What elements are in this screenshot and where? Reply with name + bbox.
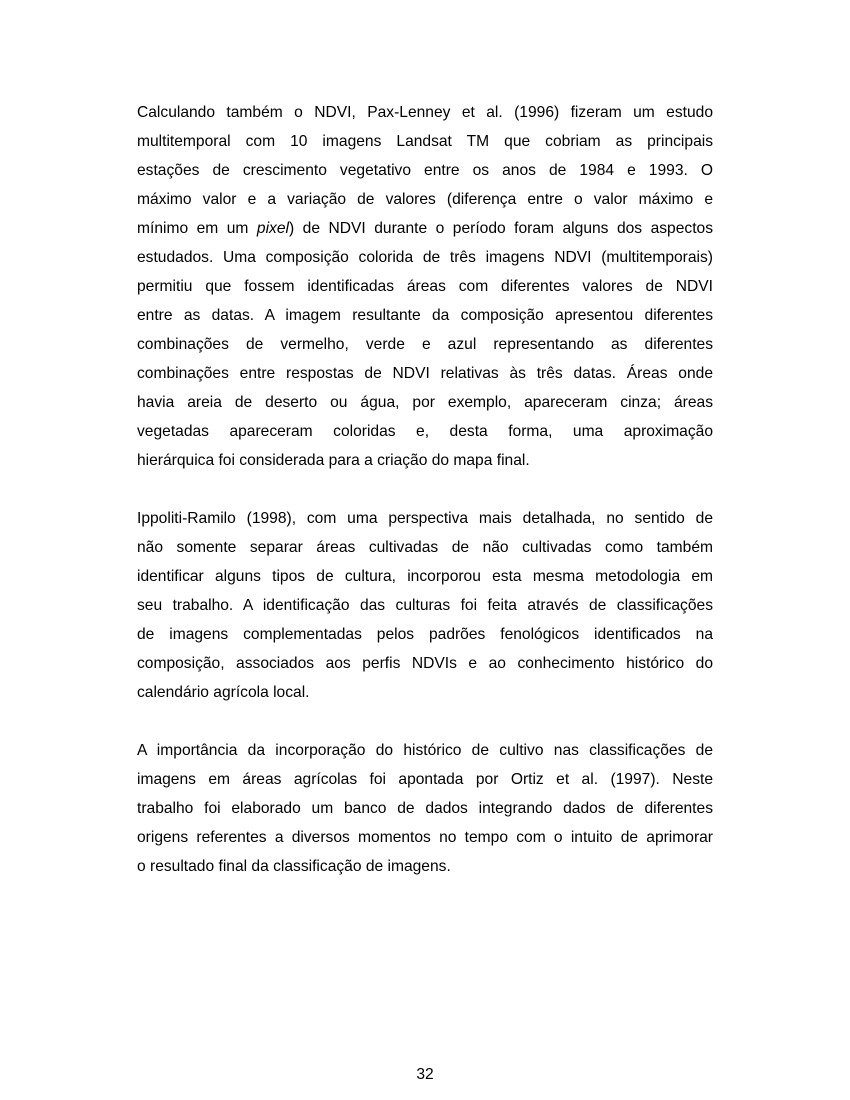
text-line: Calculando também o NDVI, Pax-Lenney et al. (1996) fizeram um estudo [137,104,713,121]
text-line: permitiu que fossem identificadas áreas com diferentes valores de NDVI [137,278,713,295]
text-line: máximo valor e a variação de valores (diferença entre o valor máximo e [137,191,713,208]
text-line: de imagens complementadas pelos padrões fenológicos identificados na [137,626,713,643]
text-line: composição, associados aos perfis NDVIs e ao conhecimento histórico do [137,655,713,672]
text-line: A importância da incorporação do histórico de cultivo nas classificações de [137,742,713,759]
text-line: trabalho foi elaborado um banco de dados integrando dados de diferentes [137,800,713,817]
italic-term-pixel: pixel [256,220,289,237]
text-line: origens referentes a diversos momentos no tempo com o intuito de aprimorar [137,829,713,846]
paragraph-ortiz [137,736,713,881]
text-line [137,214,713,243]
text-line: multitemporal com 10 imagens Landsat TM que cobriam as principais [137,133,713,150]
text-segment: ) de NDVI durante o período foram alguns dos aspectos [289,220,713,237]
paragraph-ippoliti-ramilo [137,504,713,707]
text-line: hierárquica foi considerada para a criação do mapa final. [137,452,530,469]
text-line: não somente separar áreas cultivadas de não cultivadas como também [137,539,713,556]
text-segment: mínimo em um [137,220,257,237]
text-line: o resultado final da classificação de imagens. [137,858,451,875]
text-line: havia areia de deserto ou água, por exemplo, apareceram cinza; áreas [137,394,713,411]
text-line: entre as datas. A imagem resultante da composição apresentou diferentes [137,307,713,324]
text-line: combinações entre respostas de NDVI relativas às três datas. Áreas onde [137,365,713,382]
text-line: seu trabalho. A identificação das culturas foi feita através de classificações [137,597,713,614]
text-line: estações de crescimento vegetativo entre os anos de 1984 e 1993. O [137,162,713,179]
paragraph-ndvi-pax-lenney [137,98,713,475]
text-line: vegetadas apareceram coloridas e, desta forma, uma aproximação [137,423,713,440]
page-number: 32 [416,1066,434,1083]
text-line: identificar alguns tipos de cultura, incorporou esta mesma metodologia em [137,568,713,585]
text-line: estudados. Uma composição colorida de três imagens NDVI (multitemporais) [137,249,713,266]
document-body [137,98,713,881]
text-line: combinações de vermelho, verde e azul representando as diferentes [137,336,713,353]
text-line: imagens em áreas agrícolas foi apontada por Ortiz et al. (1997). Neste [137,771,713,788]
text-line: calendário agrícola local. [137,684,310,701]
text-line: Ippoliti-Ramilo (1998), com uma perspectiva mais detalhada, no sentido de [137,510,713,527]
